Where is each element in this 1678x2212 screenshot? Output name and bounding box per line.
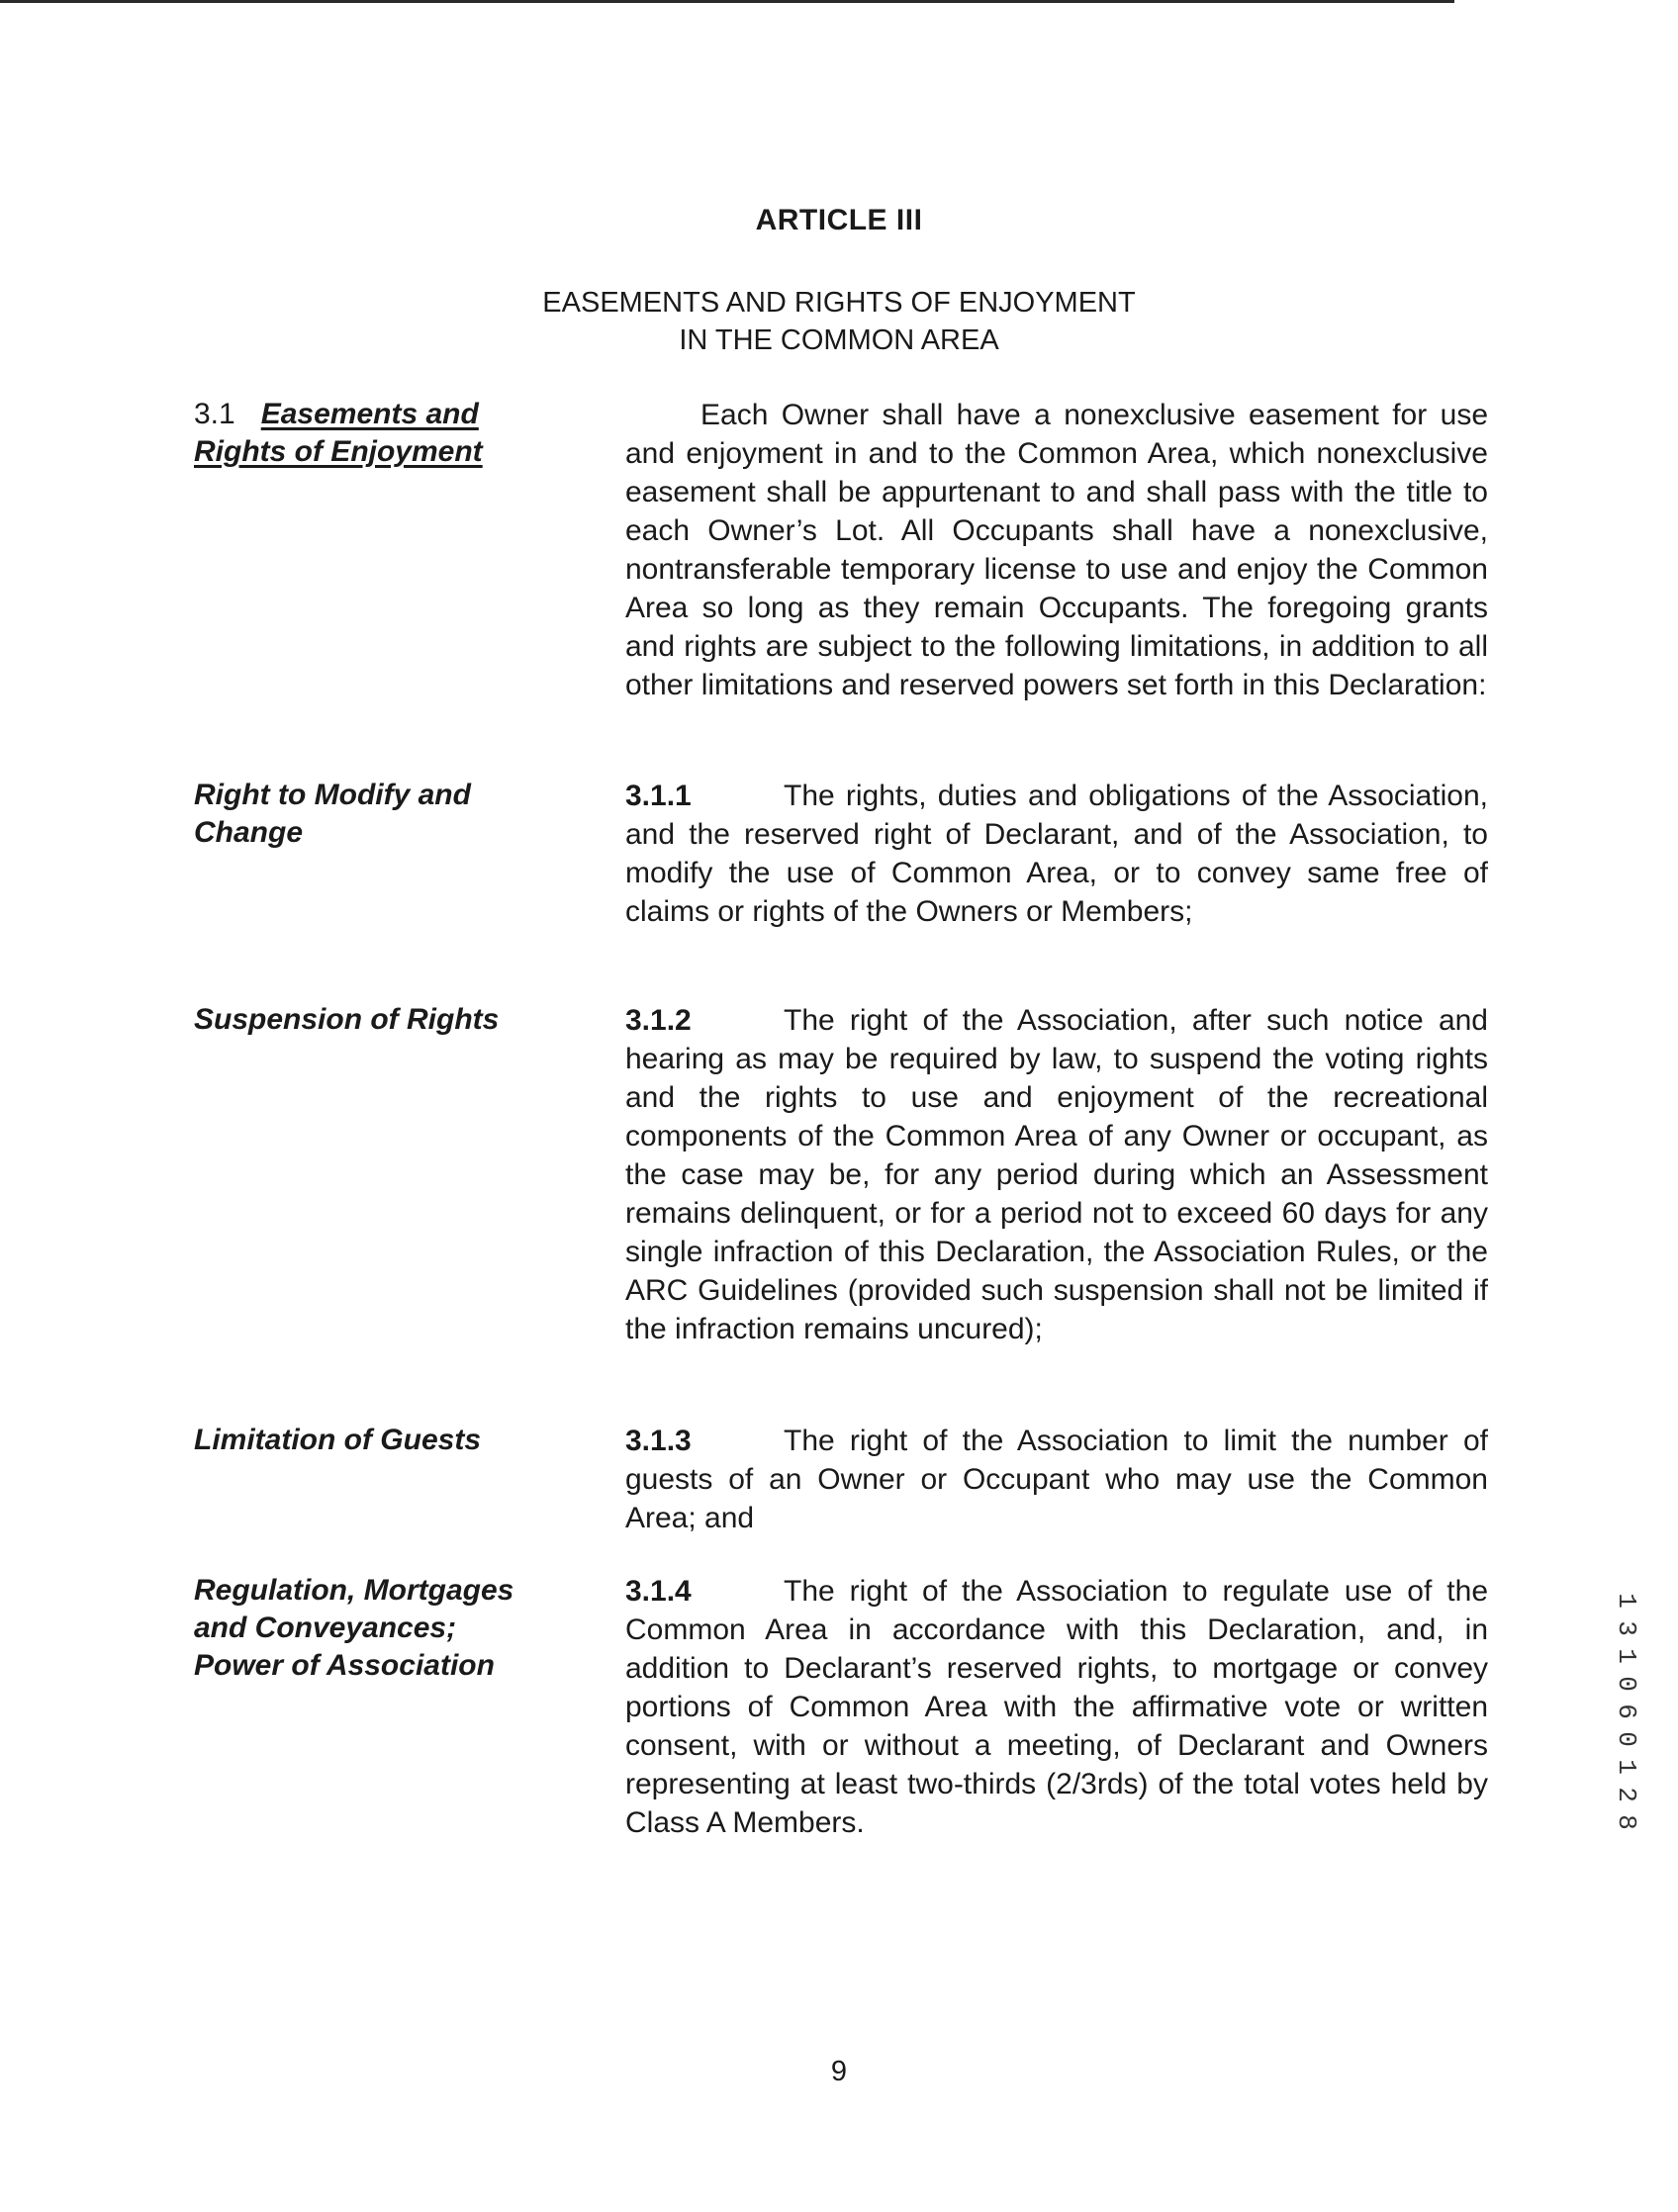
caption-line: Rights of Enjoyment	[194, 435, 483, 468]
section-text: The right of the Association to limit the number of guests of an Owner or Occupant who may use the Common Area; and	[625, 1425, 1488, 1534]
caption-line: Right to Modify and	[194, 779, 471, 811]
article-subtitle	[0, 284, 1678, 359]
section-number: 3.1	[194, 398, 235, 430]
section-number: 3.1.4	[625, 1575, 692, 1608]
section-text: The rights, duties and obligations of the Association, and the reserved right of Declarant, and of the Association, to modify the use of Common Area, or to convey same free of claims or rights of the Owners or Members;	[625, 780, 1488, 928]
stamp-char: 0	[1612, 1676, 1641, 1692]
stamp-char: 3	[1612, 1620, 1641, 1636]
caption-line: Power of Association	[194, 1649, 495, 1682]
recording-stamp	[1609, 1587, 1644, 1836]
stamp-char: 1	[1612, 1648, 1641, 1664]
article-subtitle-line-1: EASEMENTS AND RIGHTS OF ENJOYMENT	[542, 287, 1136, 319]
stamp-char: 6	[1612, 1704, 1641, 1719]
section-text: The right of the Association, after such notice and hearing as may be required by law, to suspend the voting rights and the rights to use and enjoyment of the recreational components of the Common Area of any Owner or occupant, as the case may be, for any period during which an Assessment remains delinquent, or for a period not to exceed 60 days for any single infraction of this Declaration, the Association Rules, or the ARC Guidelines (provided such suspension shall not be limited if the infraction remains uncured);	[625, 1004, 1488, 1345]
section-body	[625, 1001, 1488, 1348]
caption-line: Regulation, Mortgages	[194, 1574, 514, 1607]
stamp-char: 1	[1612, 1593, 1641, 1609]
stamp-char: 1	[1612, 1759, 1641, 1775]
caption-line: and Conveyances;	[194, 1612, 457, 1644]
page-number: 9	[830, 2056, 848, 2087]
section-number: 3.1.2	[625, 1004, 692, 1037]
section-number: 3.1.3	[625, 1425, 692, 1457]
caption-line: Easements and	[260, 398, 479, 430]
article-subtitle-line-2: IN THE COMMON AREA	[679, 324, 999, 356]
stamp-char: 8	[1612, 1814, 1641, 1830]
article-title: ARTICLE III	[755, 204, 923, 236]
section-body	[625, 777, 1488, 931]
caption-line: Limitation of Guests	[194, 1424, 482, 1456]
caption-line: Change	[194, 816, 304, 849]
section-text: Each Owner shall have a nonexclusive easement for use and enjoyment in and to the Common Area, which nonexclusive easement shall be appurtenant to and shall pass with the title to each Owner’s Lot. All Occupants shall have a nonexclusive, nontransferable temporary license to use and enjoy the Common Area so long as they remain Occupants. The foregoing grants and rights are subject to the following limitations, in addition to all other limitations and reserved powers set forth in this Declaration:	[625, 399, 1488, 701]
section-body	[625, 1422, 1488, 1537]
stamp-char: 0	[1612, 1731, 1641, 1747]
caption-line: Suspension of Rights	[194, 1003, 500, 1036]
section-caption	[194, 396, 590, 471]
section-number: 3.1.1	[625, 780, 692, 812]
stamp-char: 2	[1612, 1787, 1641, 1802]
section-body	[625, 1572, 1488, 1842]
section-text: The right of the Association to regulate use of the Common Area in accordance with this Declaration, and, in addition to Declarant’s reserved rights, to mortgage or convey portions of Common Area with the affirmative vote or written consent, with or without a meeting, of Declarant and Owners representing at least two-thirds (2/3rds) of the total votes held by Class A Members.	[625, 1575, 1488, 1839]
section-body	[625, 396, 1488, 704]
scan-edge-line	[0, 0, 1454, 3]
